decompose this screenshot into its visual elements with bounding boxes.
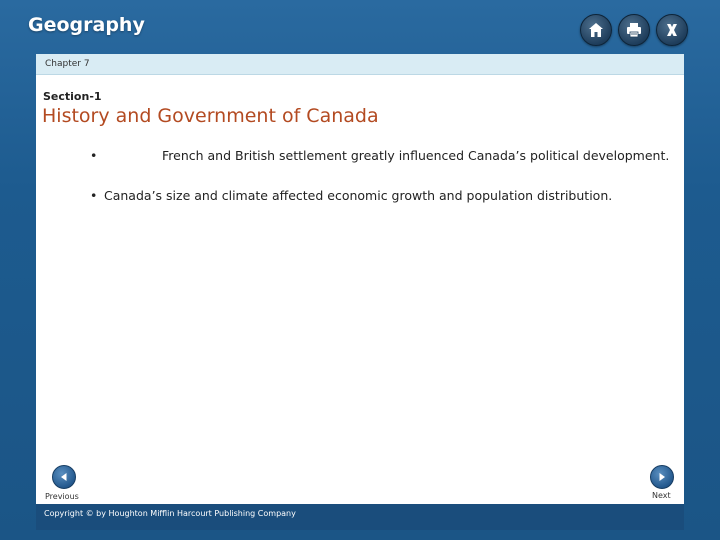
chapter-bar [36,54,684,75]
bullet-dot-icon: • [90,148,98,163]
print-icon [625,21,643,39]
copyright-text: Copyright © by Houghton Mifflin Harcourt Publishing Company [44,509,296,518]
arrow-left-icon [58,471,70,483]
print-button[interactable] [618,14,650,46]
next-label[interactable]: Next [652,491,671,500]
footer-bar [36,504,684,530]
slide-content [36,54,684,504]
bullet-item [90,188,612,203]
close-icon [663,21,681,39]
bullet-text: French and British settlement greatly influenced Canada’s political development. [162,148,670,163]
close-button[interactable] [656,14,688,46]
home-button[interactable] [580,14,612,46]
section-label: Section-1 [43,90,102,103]
arrow-right-icon [656,471,668,483]
bullet-dot-icon: • [90,188,98,203]
previous-label[interactable]: Previous [45,492,79,501]
bullet-text: Canada’s size and climate affected economic growth and population distribution. [104,188,613,203]
previous-button[interactable] [52,465,76,489]
home-icon [587,21,605,39]
top-toolbar [580,14,688,46]
slide-title: History and Government of Canada [42,105,379,127]
app-title: Geography [28,14,145,36]
chapter-label: Chapter 7 [45,59,90,69]
next-button[interactable] [650,465,674,489]
bullet-item [90,148,669,163]
